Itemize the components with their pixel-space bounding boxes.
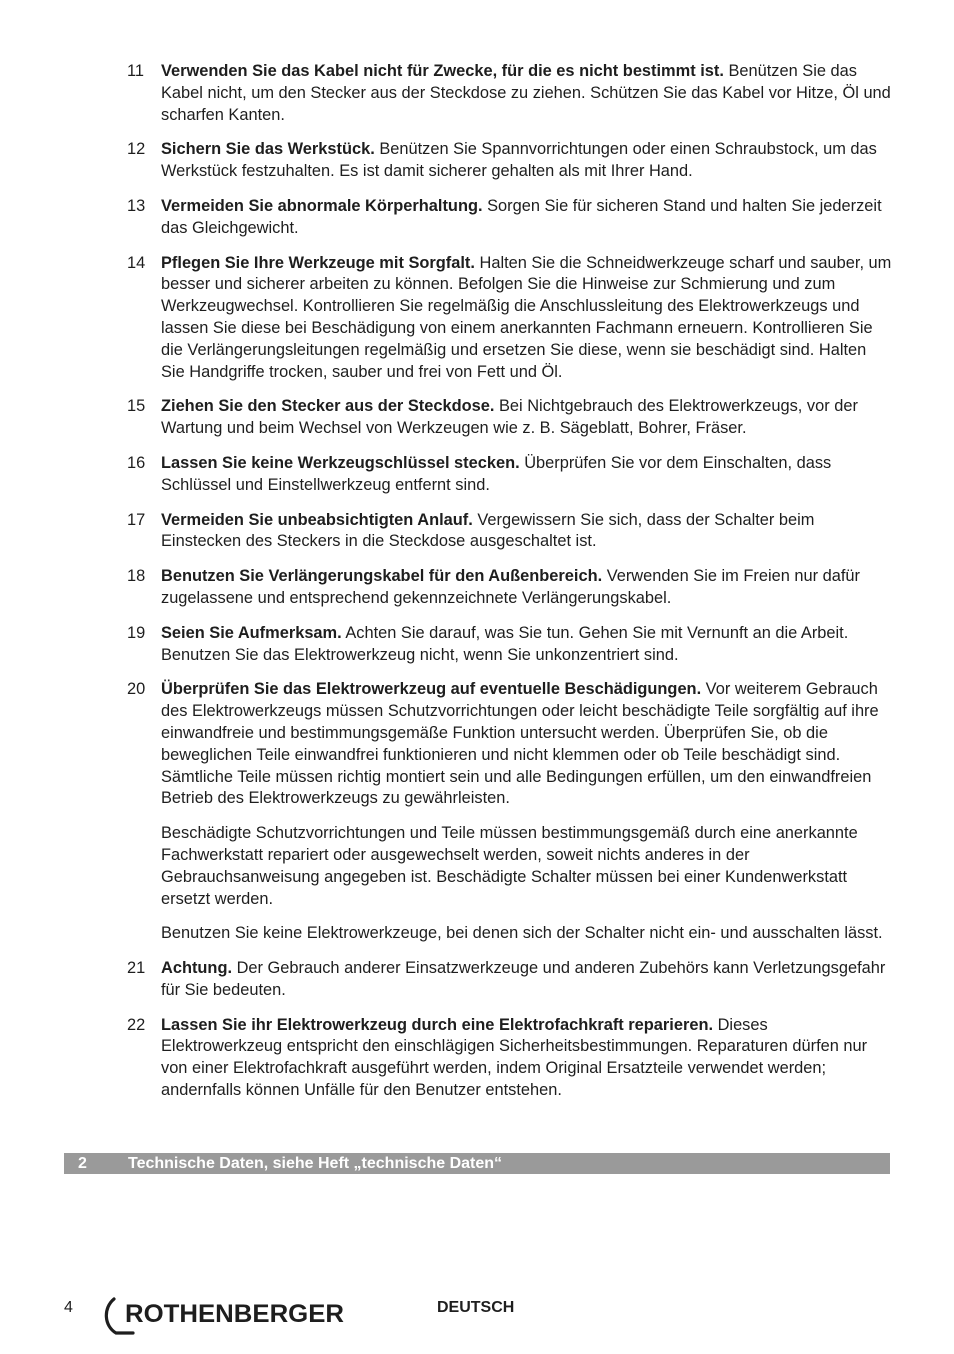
- item-number: 22: [127, 1015, 146, 1034]
- item-paragraph: [161, 139, 892, 183]
- item-paragraph: [161, 453, 892, 497]
- item-text: Benutzen Sie keine Elektrowerkzeuge, bei denen sich der Schalter nicht ein- und ausschalten lässt.: [161, 924, 883, 943]
- item-number: 14: [127, 253, 146, 272]
- page-number: 4: [64, 1299, 73, 1316]
- item-heading: Seien Sie Aufmerksam.: [161, 623, 342, 642]
- item-body: [161, 566, 892, 610]
- item-text: Der Gebrauch anderer Einsatzwerkzeuge und anderen Zubehörs kann Verletzungsgefahr für Sie bedeuten.: [161, 959, 886, 999]
- item-heading: Lassen Sie keine Werkzeugschlüssel stecken.: [161, 453, 520, 472]
- item-body: [161, 196, 892, 240]
- instruction-item: [127, 958, 892, 1002]
- item-body: [161, 453, 892, 497]
- instruction-item: [127, 566, 892, 610]
- section-number: 2: [78, 1155, 87, 1172]
- item-paragraph: [161, 196, 892, 240]
- instruction-item: [127, 1015, 892, 1102]
- item-body: [161, 958, 892, 1002]
- brand-wordmark: ROTHENBERGER: [125, 1300, 344, 1328]
- item-heading: Benutzen Sie Verlängerungskabel für den Außenbereich.: [161, 567, 603, 586]
- section-title: Technische Daten, siehe Heft „technische Daten“: [128, 1155, 503, 1172]
- item-text: Überprüfen Sie vor dem Einschalten, dass Schlüssel und Einstellwerkzeug entfernt sind.: [161, 453, 832, 494]
- item-paragraph: [161, 623, 892, 667]
- item-paragraph: [161, 510, 892, 554]
- item-number: 19: [127, 623, 146, 642]
- language-label: DEUTSCH: [437, 1299, 515, 1316]
- item-paragraph: [161, 566, 892, 610]
- item-body: [161, 61, 892, 126]
- item-heading: Pflegen Sie Ihre Werkzeuge mit Sorgfalt.: [161, 253, 475, 272]
- item-number: 18: [127, 567, 146, 586]
- item-number: 11: [127, 62, 145, 80]
- instruction-item: [127, 510, 892, 554]
- safety-instructions-list: [127, 61, 892, 1115]
- item-number: 16: [127, 453, 146, 472]
- item-text: Vor weiterem Gebrauch des Elektrowerkzeugs müssen Schutzvorrichtungen oder leicht beschädigte Teile sorgfältig auf ihre einwandfreie und bestimmungsgemäße Funktion untersucht werden. Überprüfen Sie, ob die beweglichen Teile einwandfrei funktionieren und nicht klemmen oder ob Teile beschädigt sind. Sämtliche Teile müssen richtig montiert sein und alle Bedingungen erfüllen, um den einwandfreien Betrieb des Elektrowerkzeugs zu gewährleisten.: [161, 680, 879, 808]
- item-paragraph: [161, 823, 892, 910]
- item-body: [161, 396, 892, 440]
- item-heading: Vermeiden Sie abnormale Körperhaltung.: [161, 196, 483, 215]
- item-paragraph: [161, 396, 892, 440]
- item-text: Dieses Elektrowerkzeug entspricht den einschlägigen Sicherheitsbestimmungen. Reparaturen dürfen nur von einer Elektrofachkraft ausgeführt werden, indem Original Ersatzteile verwendet werden; andernfalls können Unfälle für den Benutzer entstehen.: [161, 1015, 868, 1100]
- item-paragraph: [161, 61, 892, 126]
- instruction-item: [127, 61, 892, 126]
- item-paragraph: [161, 679, 892, 810]
- item-paragraph: [161, 1015, 892, 1102]
- item-number: 15: [127, 397, 146, 416]
- item-text: Vergewissern Sie sich, dass der Schalter beim Einstecken des Steckers in die Steckdose ausgeschaltet ist.: [161, 510, 815, 551]
- item-heading: Verwenden Sie das Kabel nicht für Zwecke, für die es nicht bestimmt ist.: [161, 62, 724, 80]
- instruction-item: [127, 453, 892, 497]
- instruction-item: [127, 253, 892, 384]
- item-text: Benützen Sie Spannvorrichtungen oder einen Schraubstock, um das Werkstück festzuhalten. Es ist damit sicherer gehalten als mit Ihrer Hand.: [161, 140, 877, 181]
- item-heading: Achtung.: [161, 959, 233, 978]
- instruction-item: [127, 139, 892, 183]
- instruction-item: [127, 679, 892, 945]
- item-number: 21: [127, 959, 146, 978]
- item-paragraph: [161, 253, 892, 384]
- section-heading-bar: [64, 1153, 890, 1174]
- item-paragraph: [161, 958, 892, 1002]
- item-text: Verwenden Sie im Freien nur dafür zugelassene und entsprechend gekennzeichnete Verlängerungskabel.: [161, 567, 860, 607]
- item-number: 13: [127, 196, 146, 215]
- item-body: [161, 253, 892, 384]
- item-body: [161, 623, 892, 667]
- item-number: 17: [127, 510, 146, 529]
- item-text: Achten Sie darauf, was Sie tun. Gehen Sie mit Vernunft an die Arbeit. Benutzen Sie das Elektrowerkzeug nicht, wenn Sie unkonzentriert sind.: [161, 623, 849, 664]
- item-heading: Vermeiden Sie unbeabsichtigten Anlauf.: [161, 510, 473, 529]
- item-heading: Ziehen Sie den Stecker aus der Steckdose.: [161, 397, 495, 416]
- item-text: Bei Nichtgebrauch des Elektrowerkzeugs, vor der Wartung und beim Wechsel von Werkzeugen wie z. B. Sägeblatt, Bohrer, Fräser.: [161, 397, 858, 438]
- item-heading: Lassen Sie ihr Elektrowerkzeug durch eine Elektrofachkraft reparieren.: [161, 1015, 714, 1034]
- item-text: Sorgen Sie für sicheren Stand und halten Sie jederzeit das Gleichgewicht.: [161, 196, 882, 237]
- item-body: [161, 510, 892, 554]
- instruction-item: [127, 396, 892, 440]
- item-heading: Überprüfen Sie das Elektrowerkzeug auf eventuelle Beschädigungen.: [161, 680, 702, 699]
- item-number: 20: [127, 680, 146, 699]
- instruction-item: [127, 623, 892, 667]
- item-heading: Sichern Sie das Werkstück.: [161, 140, 375, 159]
- rothenberger-logo: [102, 1296, 348, 1336]
- item-body: [161, 1015, 892, 1102]
- item-number: 12: [127, 140, 146, 159]
- instruction-item: [127, 196, 892, 240]
- item-paragraph: [161, 923, 892, 945]
- item-body: [161, 139, 892, 183]
- item-text: Halten Sie die Schneidwerkzeuge scharf und sauber, um besser und sicherer arbeiten zu können. Befolgen Sie die Hinweise zur Schmierung und zum Werkzeugwechsel. Kontrollieren Sie regelmäßig die Anschlussleitung des Elektrowerkzeugs und lassen Sie diese bei Beschädigung von einem anerkannten Fachmann erneuern. Kontrollieren Sie die Verlängerungsleitungen regelmäßig und ersetzen Sie diese, wenn sie beschädigt sind. Halten Sie Handgriffe trocken, sauber und frei von Fett und Öl.: [161, 253, 892, 381]
- item-text: Benützen Sie das Kabel nicht, um den Stecker aus der Steckdose zu ziehen. Schützen Sie das Kabel vor Hitze, Öl und scharfen Kanten.: [161, 62, 891, 124]
- item-text: Beschädigte Schutzvorrichtungen und Teile müssen bestimmungsgemäß durch eine anerkannte Fachwerkstatt repariert oder ausgewechselt werden, soweit nichts anderes in der Gebrauchsanweisung angegeben ist. Beschädigte Schalter müssen bei einer Kundenwerkstatt ersetzt werden.: [161, 824, 858, 908]
- item-body: [161, 679, 892, 945]
